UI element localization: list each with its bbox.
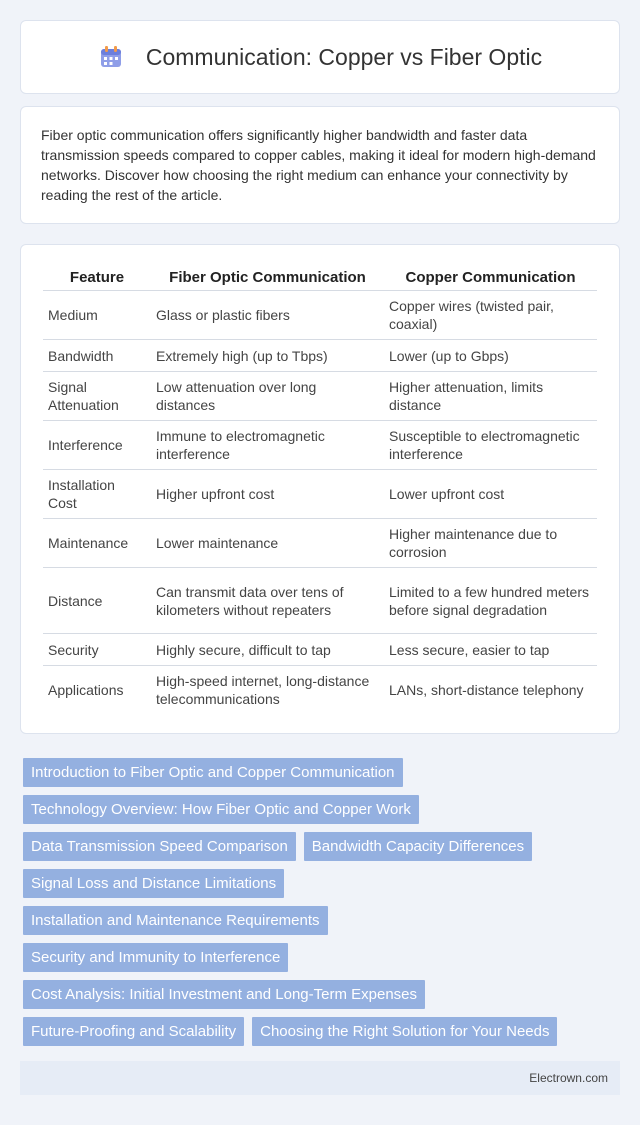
cell-fiber: Can transmit data over tens of kilometers without repeaters <box>151 568 384 634</box>
topic-tag-link[interactable]: Data Transmission Speed Comparison <box>23 832 296 861</box>
column-header-feature: Feature <box>69 269 125 286</box>
cell-feature: Applications <box>43 666 151 715</box>
cell-fiber: Immune to electromagnetic interference <box>151 421 384 470</box>
cell-feature: Bandwidth <box>43 340 151 372</box>
cell-fiber: Lower maintenance <box>151 519 384 568</box>
cell-copper: Susceptible to electromagnetic interference <box>384 421 597 470</box>
page-title: Communication: Copper vs Fiber Optic <box>145 43 543 70</box>
cell-copper: Lower (up to Gbps) <box>384 340 597 372</box>
footer <box>20 1061 620 1095</box>
cell-feature: Medium <box>43 291 151 340</box>
table-row <box>43 421 597 470</box>
cell-feature: Distance <box>43 568 151 634</box>
cell-feature: Signal Attenuation <box>43 372 151 421</box>
footer-brand: Electrown.com <box>529 1071 608 1085</box>
column-header-fiber: Fiber Optic Communication <box>169 269 366 286</box>
topic-tag-link[interactable]: Introduction to Fiber Optic and Copper Communication <box>23 758 403 787</box>
cell-copper: Higher maintenance due to corrosion <box>384 519 597 568</box>
cell-fiber: Glass or plastic fibers <box>151 291 384 340</box>
comparison-table-card <box>20 244 620 734</box>
intro-card <box>20 106 620 224</box>
table-row <box>43 634 597 666</box>
cell-copper: Higher attenuation, limits distance <box>384 372 597 421</box>
cell-fiber: Highly secure, difficult to tap <box>151 634 384 666</box>
cell-feature: Installation Cost <box>43 470 151 519</box>
table-row <box>43 470 597 519</box>
tag-row <box>23 869 623 898</box>
tag-row <box>23 1017 623 1046</box>
topic-tags <box>23 758 623 1054</box>
cell-copper: LANs, short-distance telephony <box>384 666 597 715</box>
topic-tag-link[interactable]: Cost Analysis: Initial Investment and Long-Term Expenses <box>23 980 425 1009</box>
topic-tag-link[interactable]: Signal Loss and Distance Limitations <box>23 869 284 898</box>
table-header-row <box>43 261 597 291</box>
cell-fiber: High-speed internet, long-distance telecommunications <box>151 666 384 715</box>
intro-paragraph: Fiber optic communication offers significantly higher bandwidth and faster data transmission speeds compared to copper cables, making it ideal for modern high-demand networks. Discover how choosing the right medium can enhance your connectivity by reading the rest of the article. <box>41 127 596 203</box>
table-row <box>43 291 597 340</box>
tag-row <box>23 943 623 972</box>
cell-feature: Maintenance <box>43 519 151 568</box>
cell-feature: Interference <box>43 421 151 470</box>
column-header-copper: Copper Communication <box>405 269 576 286</box>
table-body <box>43 291 597 715</box>
tag-row <box>23 758 623 787</box>
calendar-icon <box>98 44 124 70</box>
table-row <box>43 372 597 421</box>
tag-row <box>23 832 623 861</box>
cell-feature: Security <box>43 634 151 666</box>
topic-tag-link[interactable]: Future-Proofing and Scalability <box>23 1017 244 1046</box>
cell-fiber: Higher upfront cost <box>151 470 384 519</box>
tag-row <box>23 906 623 935</box>
cell-copper: Lower upfront cost <box>384 470 597 519</box>
cell-fiber: Low attenuation over long distances <box>151 372 384 421</box>
tag-row <box>23 795 623 824</box>
table-row <box>43 568 597 634</box>
table-row <box>43 666 597 715</box>
topic-tag-link[interactable]: Technology Overview: How Fiber Optic and Copper Work <box>23 795 419 824</box>
topic-tag-link[interactable]: Bandwidth Capacity Differences <box>304 832 532 861</box>
cell-fiber: Extremely high (up to Tbps) <box>151 340 384 372</box>
cell-copper: Limited to a few hundred meters before signal degradation <box>384 568 597 634</box>
topic-tag-link[interactable]: Choosing the Right Solution for Your Needs <box>252 1017 557 1046</box>
topic-tag-link[interactable]: Security and Immunity to Interference <box>23 943 288 972</box>
cell-copper: Copper wires (twisted pair, coaxial) <box>384 291 597 340</box>
table-row <box>43 340 597 372</box>
topic-tag-link[interactable]: Installation and Maintenance Requirements <box>23 906 328 935</box>
tag-row <box>23 980 623 1009</box>
cell-copper: Less secure, easier to tap <box>384 634 597 666</box>
table-row <box>43 519 597 568</box>
comparison-table <box>43 261 597 715</box>
header-card <box>20 20 620 94</box>
